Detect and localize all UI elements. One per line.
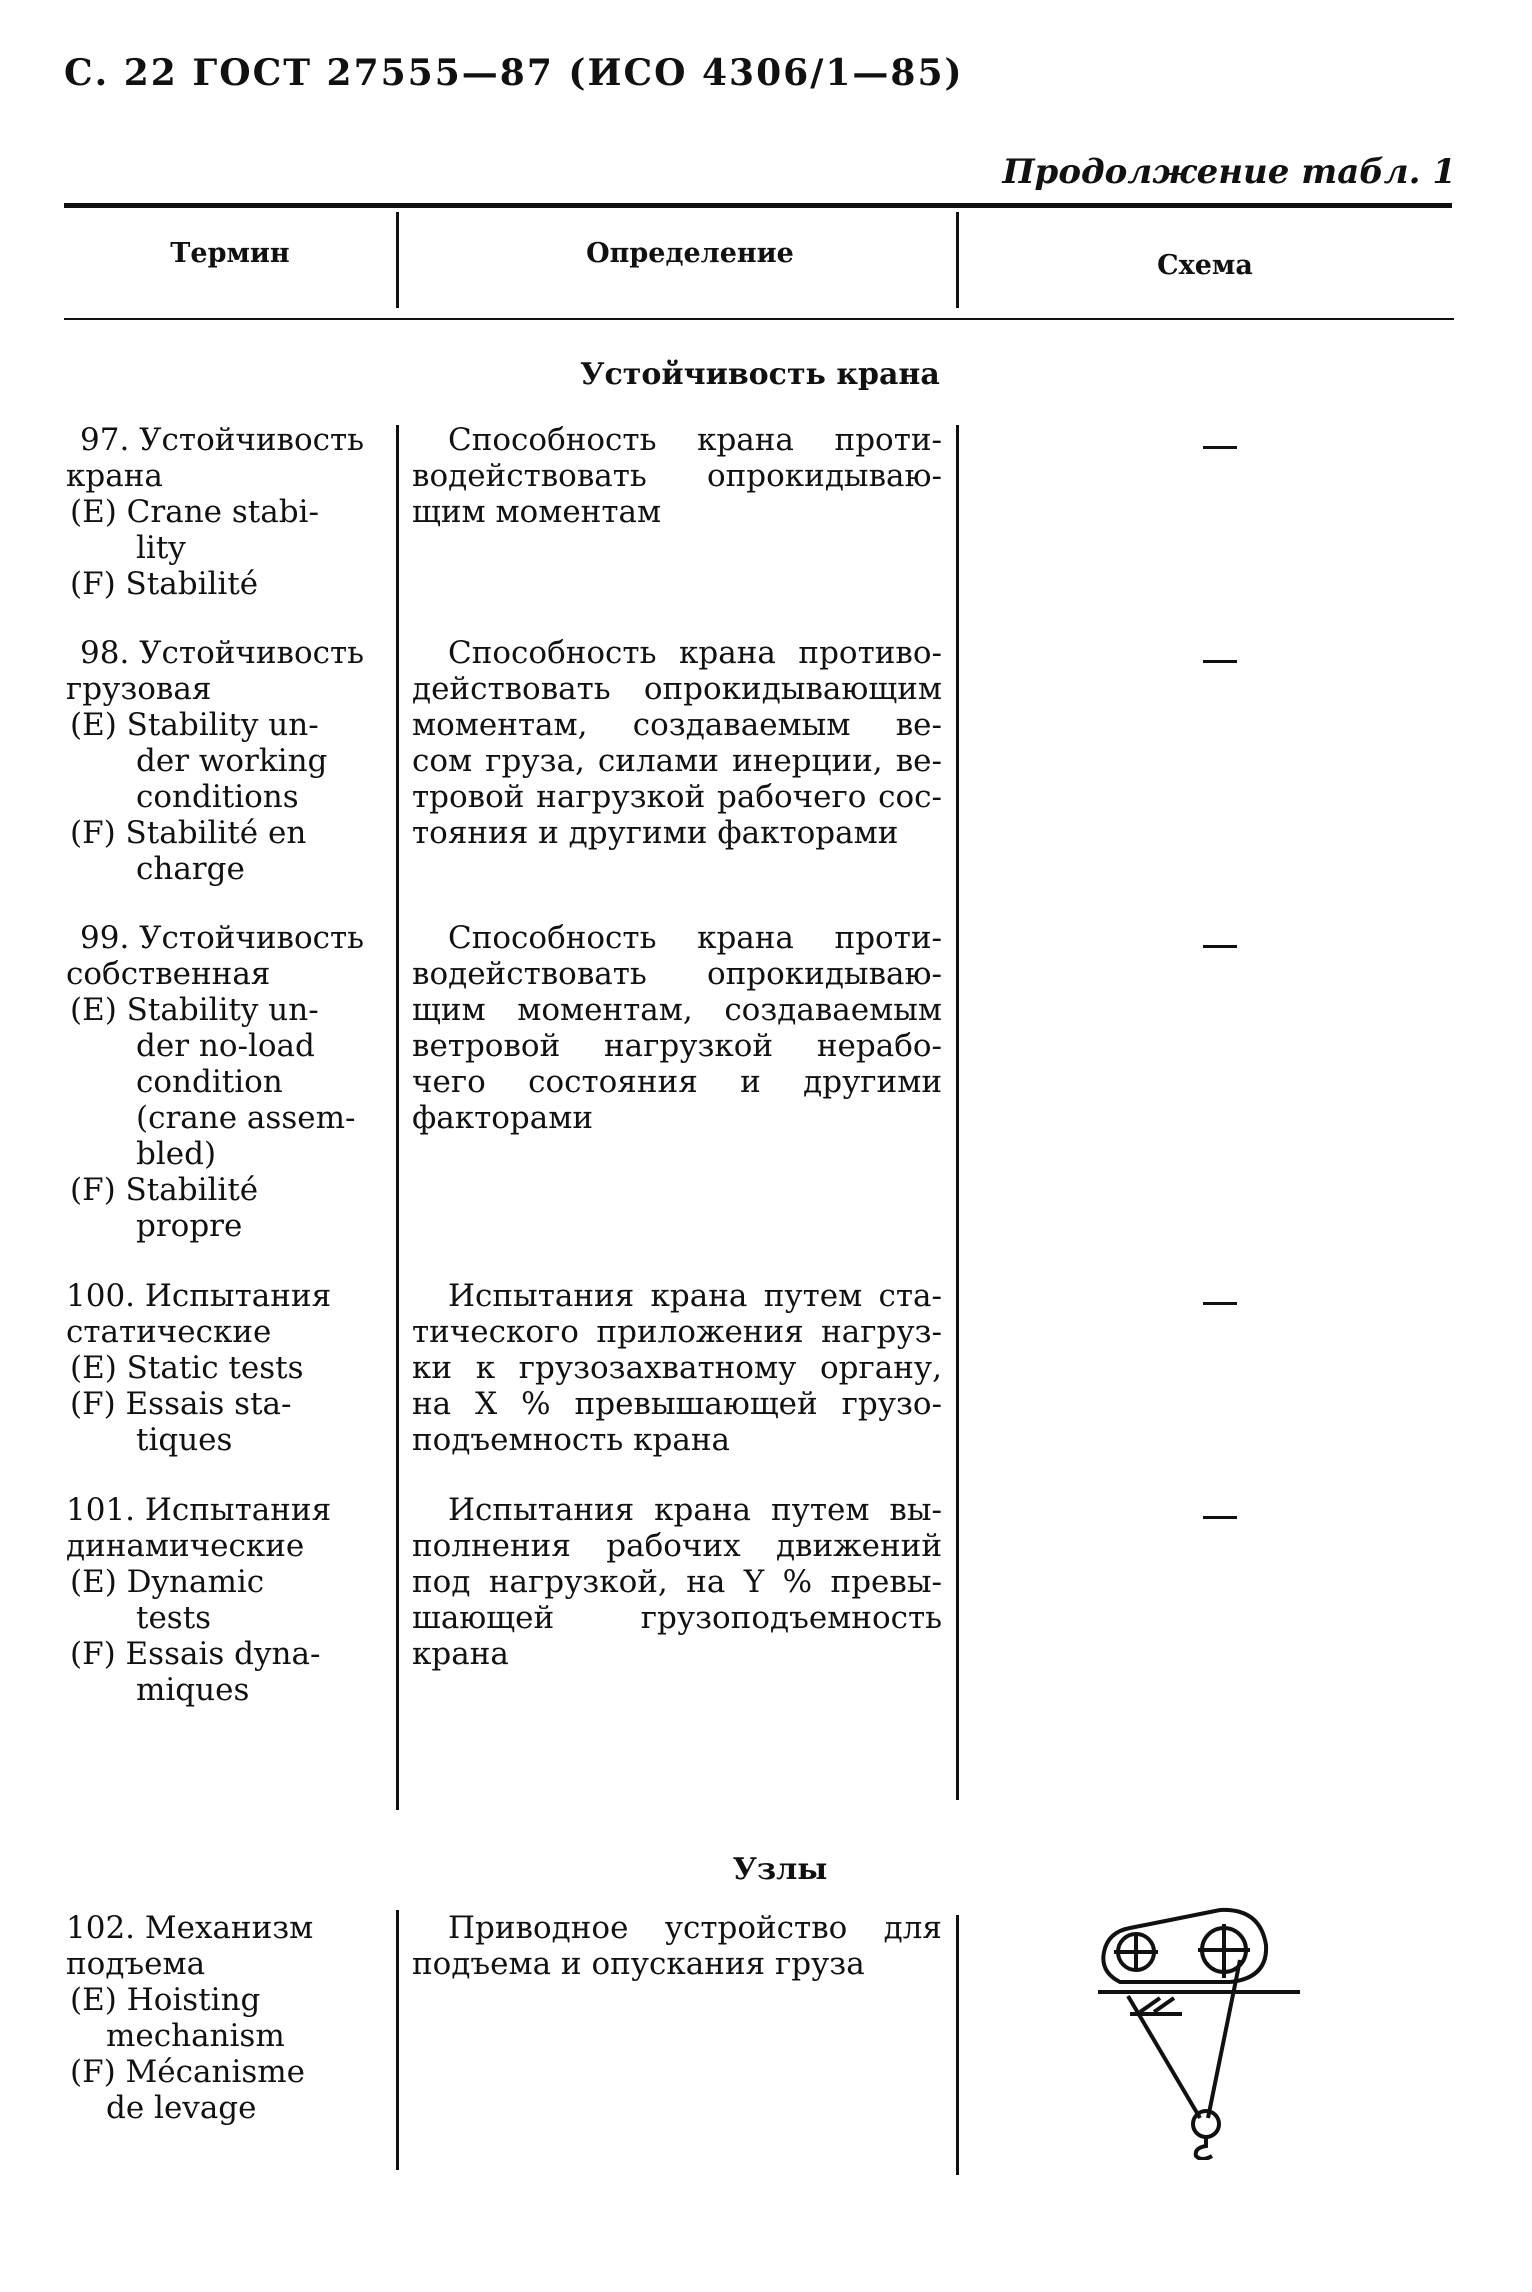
term-line: 100. Испытания — [66, 1278, 332, 1314]
definition-line: факторами — [412, 1100, 594, 1136]
section1-separator-1 — [396, 425, 399, 1810]
definition-line: водействовать опрокидываю- — [412, 458, 942, 494]
term-line: de levage — [106, 2090, 257, 2126]
term-line: tests — [136, 1600, 212, 1636]
term-line: крана — [66, 458, 163, 494]
hoisting-mechanism-diagram — [1090, 1900, 1310, 2160]
term-line: статические — [66, 1314, 272, 1350]
header-separator-1 — [396, 212, 399, 308]
term-line: (F) Essais sta- — [70, 1386, 292, 1422]
term-line: (F) Stabilité — [70, 566, 259, 602]
table-continuation-label: Продолжение табл. 1 — [1002, 152, 1456, 192]
term-line: der working — [136, 743, 328, 779]
term-102 — [66, 1910, 386, 2126]
column-header-definition: Определение — [586, 238, 794, 269]
definition-line: тического приложения нагруз- — [412, 1314, 942, 1350]
definition-line: Приводное устройство для — [448, 1910, 942, 1946]
page-header: С. 22 ГОСТ 27555—87 (ИСО 4306/1—85) — [64, 52, 964, 94]
term-line: (F) Essais dyna- — [70, 1636, 321, 1672]
definition-line: Испытания крана путем вы- — [448, 1492, 942, 1528]
term-line: грузовая — [66, 671, 212, 707]
scheme-dash-101 — [1203, 1516, 1237, 1519]
term-line: (F) Stabilité en — [70, 815, 307, 851]
definition-line: тояния и другими факторами — [412, 815, 899, 851]
term-97 — [66, 422, 386, 602]
term-line: (E) Dynamic — [70, 1564, 265, 1600]
scheme-dash-100 — [1203, 1302, 1237, 1305]
definition-line: сом груза, силами инерции, ве- — [412, 743, 942, 779]
term-line: (F) Mécanisme — [70, 2054, 306, 2090]
definition-line: Способность крана проти- — [448, 920, 942, 956]
term-line: lity — [136, 530, 186, 566]
definition-101 — [412, 1492, 942, 1672]
definition-line: ки к грузозахватному органу, — [412, 1350, 942, 1386]
definition-line: водействовать опрокидываю- — [412, 956, 942, 992]
definition-line: чего состояния и другими — [412, 1064, 942, 1100]
term-line: bled) — [136, 1136, 217, 1172]
term-line: (E) Stability un- — [70, 992, 319, 1028]
term-line: 97. Устойчивость — [80, 422, 365, 458]
term-line: conditions — [136, 779, 299, 815]
term-line: динамические — [66, 1528, 305, 1564]
definition-99 — [412, 920, 942, 1136]
term-line: 102. Механизм — [66, 1910, 314, 1946]
term-line: 101. Испытания — [66, 1492, 332, 1528]
definition-102 — [412, 1910, 942, 1982]
hook-pulley — [1193, 2111, 1219, 2137]
term-line: (F) Stabilité — [70, 1172, 259, 1208]
section-title-crane-stability: Устойчивость крана — [580, 357, 940, 392]
term-line: (E) Stability un- — [70, 707, 319, 743]
term-line: 99. Устойчивость — [80, 920, 365, 956]
term-line: tiques — [136, 1422, 233, 1458]
definition-line: полнения рабочих движений — [412, 1528, 942, 1564]
term-100 — [66, 1278, 386, 1458]
definition-line: подъемность крана — [412, 1422, 731, 1458]
table-top-rule — [64, 203, 1452, 208]
table-header-rule — [64, 318, 1454, 320]
definition-line: Способность крана проти- — [448, 422, 942, 458]
term-line: (crane assem- — [136, 1100, 356, 1136]
definition-98 — [412, 635, 942, 851]
definition-100 — [412, 1278, 942, 1458]
term-line: miques — [136, 1672, 250, 1708]
drive-housing — [1103, 1910, 1266, 1982]
definition-line: действовать опрокидывающим — [412, 671, 942, 707]
term-line: (E) Crane stabi- — [70, 494, 319, 530]
header-separator-2 — [956, 212, 959, 308]
section1-separator-2 — [956, 425, 959, 1800]
column-header-term: Термин — [170, 238, 290, 269]
scheme-dash-98 — [1203, 660, 1237, 663]
term-line: der no-load — [136, 1028, 315, 1064]
term-line: собственная — [66, 956, 271, 992]
term-line: (E) Hoisting — [70, 1982, 261, 2018]
term-98 — [66, 635, 386, 887]
definition-line: ветровой нагрузкой нерабо- — [412, 1028, 942, 1064]
term-line: propre — [136, 1208, 243, 1244]
term-line: 98. Устойчивость — [80, 635, 365, 671]
definition-line: подъема и опускания груза — [412, 1946, 865, 1982]
term-line: condition — [136, 1064, 283, 1100]
hook-icon — [1196, 2137, 1212, 2159]
definition-line: крана — [412, 1636, 509, 1672]
scheme-dash-97 — [1203, 446, 1237, 449]
term-line: charge — [136, 851, 245, 887]
section-title-assemblies: Узлы — [732, 1852, 828, 1887]
definition-line: тровой нагрузкой рабочего сос- — [412, 779, 942, 815]
definition-line: щим моментам, создаваемым — [412, 992, 942, 1028]
definition-line: Испытания крана путем ста- — [448, 1278, 942, 1314]
definition-line: щим моментам — [412, 494, 662, 530]
term-line: подъема — [66, 1946, 206, 1982]
definition-line: под нагрузкой, на Y % превы- — [412, 1564, 942, 1600]
definition-97 — [412, 422, 942, 530]
term-99 — [66, 920, 386, 1244]
scheme-dash-99 — [1203, 945, 1237, 948]
section2-separator-2 — [956, 1915, 959, 2175]
term-line: mechanism — [106, 2018, 285, 2054]
section2-separator-1 — [396, 1910, 399, 2170]
definition-line: на X % превышающей грузо- — [412, 1386, 942, 1422]
column-header-scheme: Схема — [1157, 250, 1253, 281]
definition-line: Способность крана противо- — [448, 635, 942, 671]
term-101 — [66, 1492, 386, 1708]
term-line: (E) Static tests — [70, 1350, 304, 1386]
definition-line: моментам, создаваемым ве- — [412, 707, 942, 743]
definition-line: шающей грузоподъемность — [412, 1600, 942, 1636]
